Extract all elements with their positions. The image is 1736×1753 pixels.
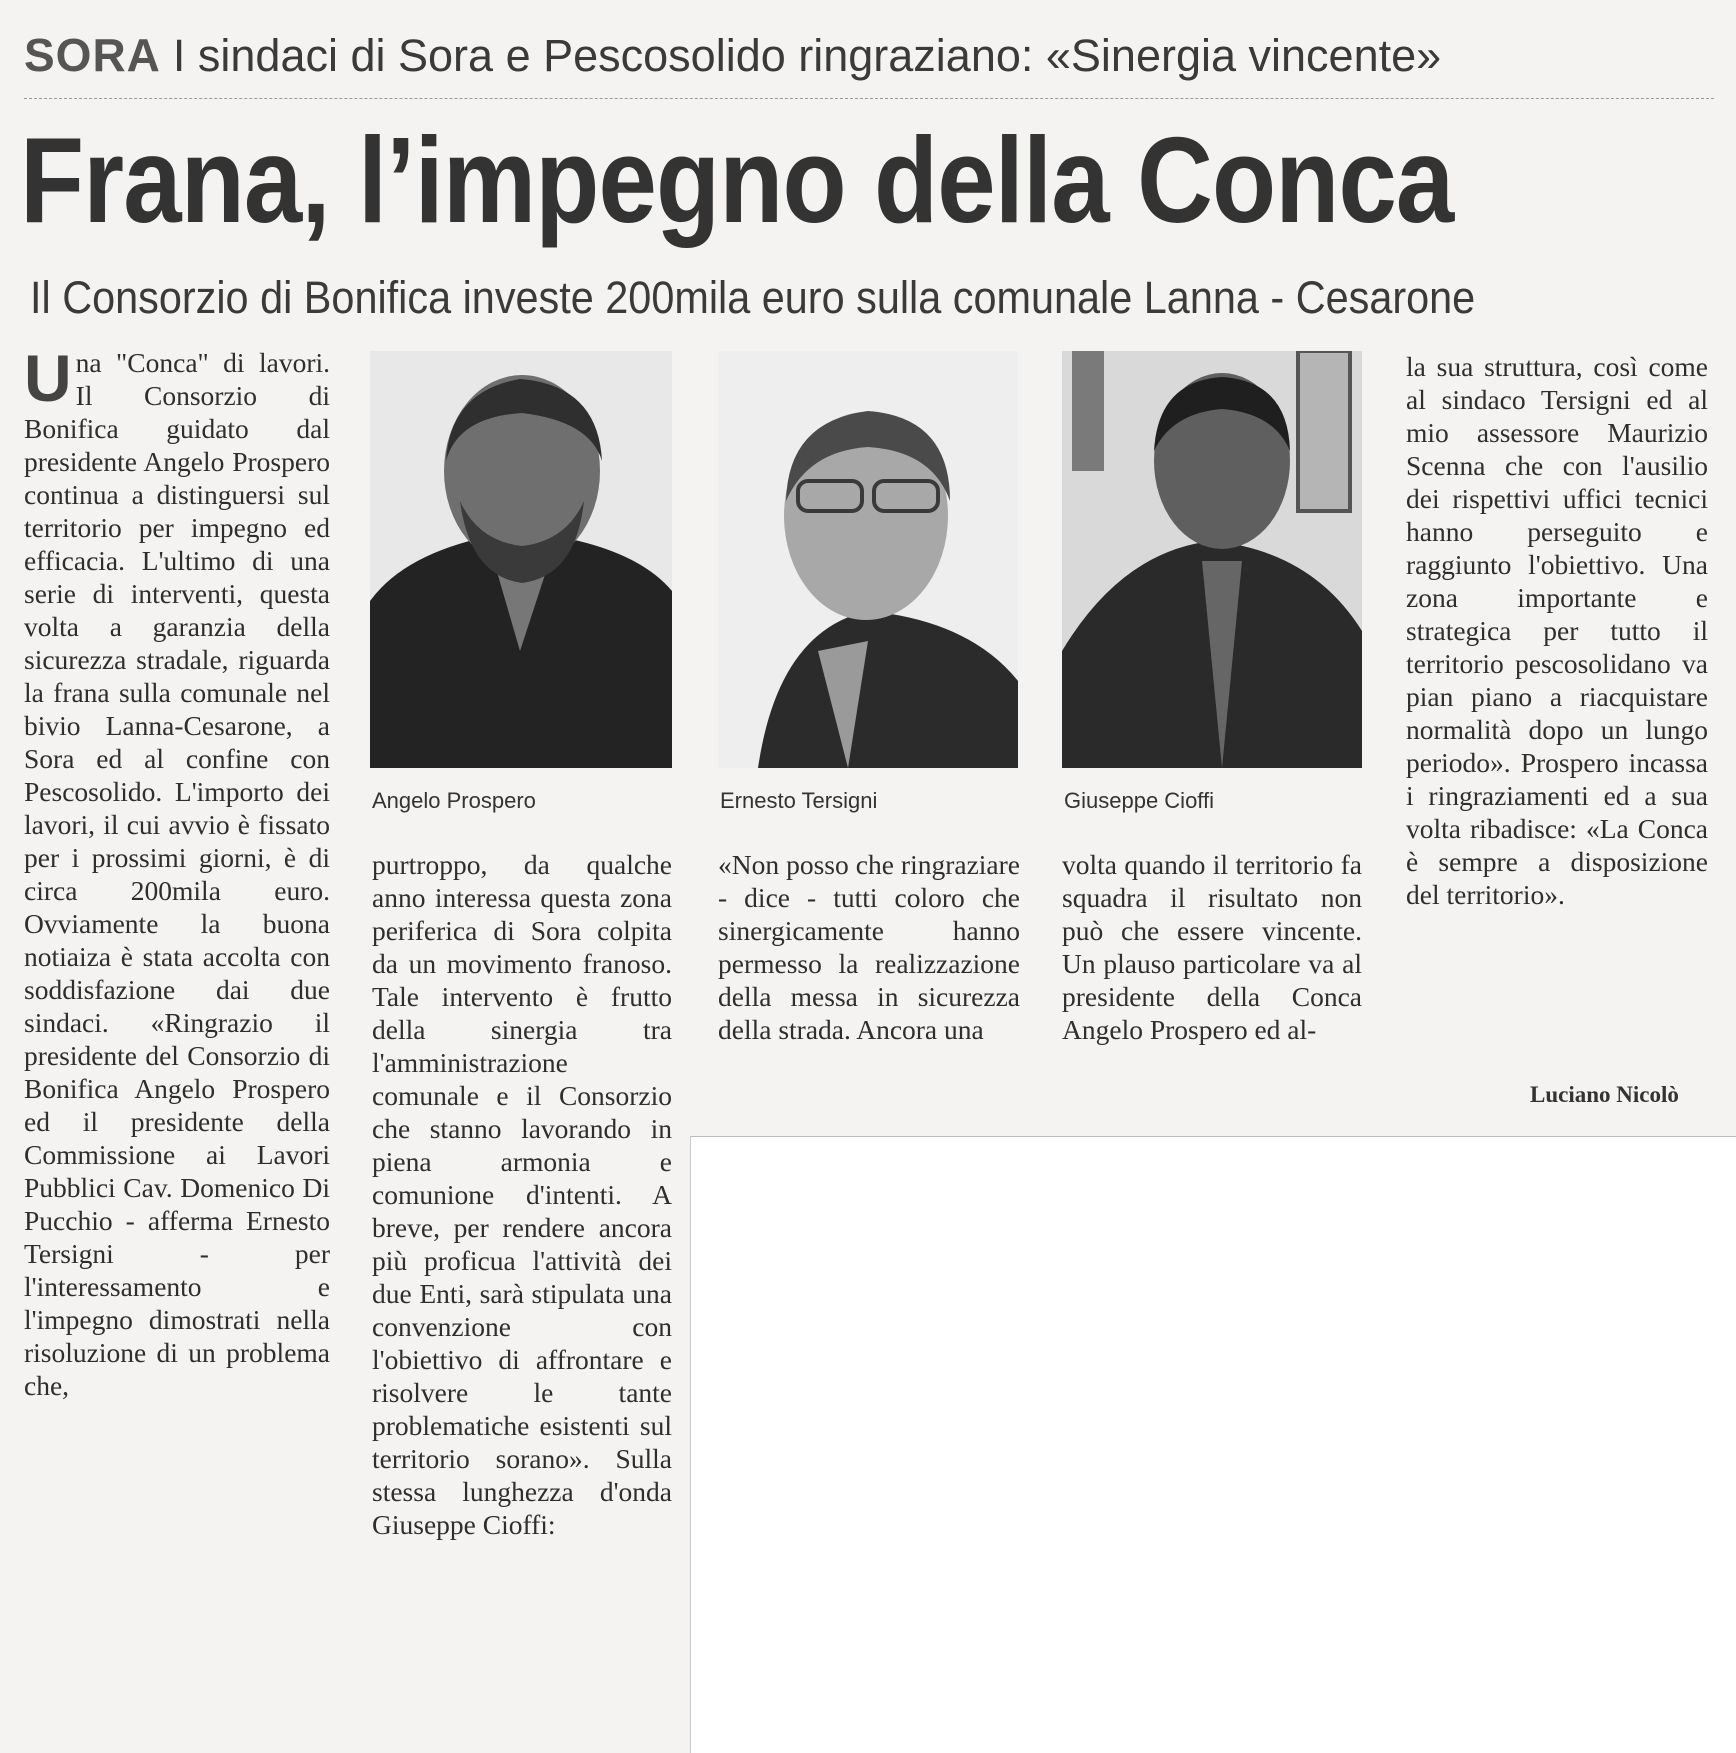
photo-giuseppe-cioffi [1062,351,1362,768]
portrait-ernesto-tersigni [718,351,1018,768]
column-4-text: volta quando il territorio fa squadra il risultato non può che essere vincente. Un plauso particolare va al presidente della Conca Angelo Prospero ed al- [1062,849,1362,1045]
photo-ernesto-tersigni [718,351,1018,768]
subheadline: Il Consorzio di Bonifica investe 200mila euro sulla comunale Lanna - Cesarone [30,272,1476,323]
column-2-text: purtroppo, da qualche anno interessa questa zona periferica di Sora colpita da un movimento franoso. Tale intervento è frutto della sinergia tra l'amministrazione comunale e il Consorzio che stanno lavorando in piena armonia e comunione d'intenti. A breve, per rendere ancora più proficua l'attività dei due Enti, sarà stipulata una convenzione con l'obiettivo di affrontare e risolvere le tante problematiche esistenti sul territorio sorano». Sulla stessa lunghezza d'onda Giuseppe Cioffi: [372,849,672,1540]
section-tag: SORA [24,29,161,81]
article-column-3 [718,848,1020,1118]
kicker-text: I sindaci di Sora e Pescosolido ringraziano: «Sinergia vincente» [172,30,1442,81]
portrait-giuseppe-cioffi [1062,351,1362,768]
blank-area [690,1136,1736,1753]
article-column-2 [372,848,672,1730]
column-5-text: la sua struttura, così come al sindaco Tersigni ed al mio assessore Maurizio Scenna che con l'ausilio dei rispettivi uffici tecnici hanno perseguito e raggiunto l'obiettivo. Una zona importante e strategica per tutto il territorio pescosolidano va pian piano a riacquistare normalità dopo un lungo periodo». Prospero incassa i ringraziamenti ed a sua volta ribadisce: «La Conca è sempre a disposizione del territorio». [1406,351,1708,910]
article-column-5 [1406,350,1708,1076]
dropcap: U [24,346,72,415]
photo-angelo-prospero [370,351,672,768]
article-column-1 [24,346,330,1726]
headline: Frana, l’impegno della Conca [20,112,1454,248]
portrait-angelo-prospero [370,351,672,768]
article-column-4 [1062,848,1362,1118]
column-3-text: «Non posso che ringraziare - dice - tutti coloro che sinergicamente hanno permesso la realizzazione della messa in sicurezza della strada. Ancora una [718,849,1020,1045]
column-1-text: na "Conca" di lavori. Il Consorzio di Bonifica guidato dal presidente Angelo Prospero continua a distinguersi sul territorio per impegno ed efficacia. L'ultimo di una serie di interventi, questa volta a garanzia della sicurezza stradale, riguarda la frana sulla comunale nel bivio Lanna-Cesarone, a Sora ed al confine con Pescosolido. L'importo dei lavori, il cui avvio è fissato per i prossimi giorni, è di circa 200mila euro. Ovviamente la buona notiaiza è stata accolta con soddisfazione dai due sindaci. «Ringrazio il presidente del Consorzio di Bonifica Angelo Prospero ed il presidente della Commissione ai Lavori Pubblici Cav. Domenico Di Pucchio - afferma Ernesto Tersigni - per l'interessamento e l'impegno dimostrati nella risoluzione di un problema che, [24,347,330,1401]
byline: Luciano Nicolò [1530,1082,1679,1107]
kicker [24,28,1714,99]
caption-photo-2: Ernesto Tersigni [720,788,878,813]
caption-photo-3: Giuseppe Cioffi [1064,788,1215,813]
caption-photo-1: Angelo Prospero [372,788,536,813]
